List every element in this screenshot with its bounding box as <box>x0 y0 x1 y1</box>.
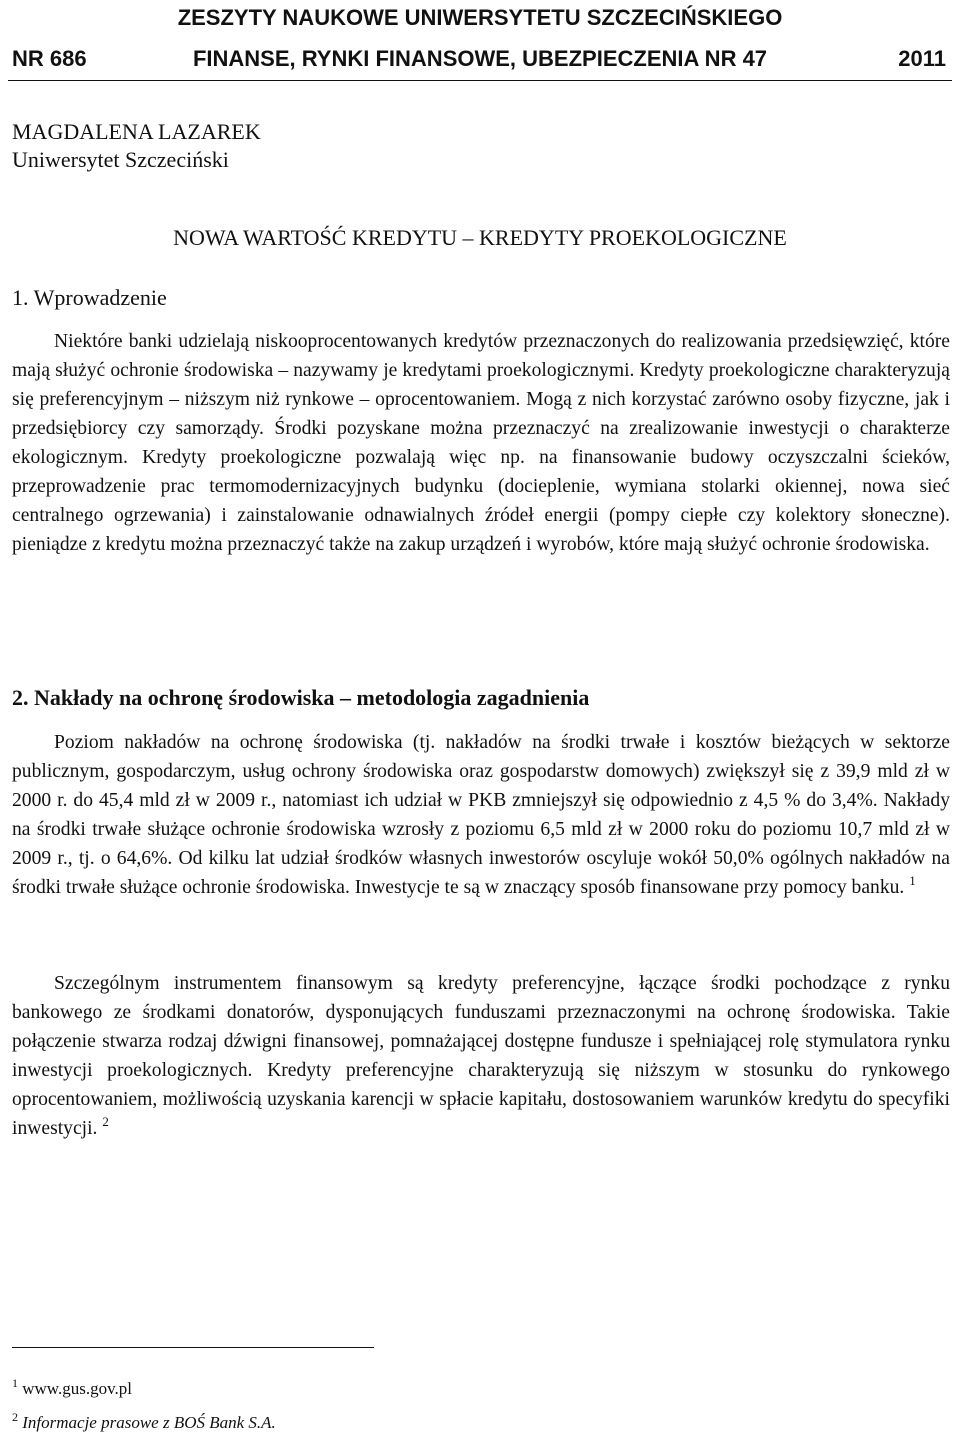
section-1-text: Niektóre banki udzielają niskooprocentowanych kredytów przeznaczonych do realizowania przedsięwzięć, które mają służyć ochronie środowiska – nazywamy je kredytami proekologicznymi. Kredyty proekologiczne charakteryzują się preferencyjnym – niższym niż rynkowe – oprocentowaniem. Mogą z nich korzystać zarówno osoby fizyczne, jak i przedsiębiorcy czy samorządy. Środki pozyskane można przeznaczyć na zrealizowanie inwestycji o charakterze ekologicznym. Kredyty proekologiczne pozwalają więc np. na finansowanie budowy oczyszczalni ścieków, przeprowadzenie prac termomodernizacyjnych budynku (docieplenie, wymiana stolarki okiennej, nowa sieć centralnego ogrzewania) i zainstalowanie odnawialnych źródeł energii (pompy ciepłe czy kolektory słoneczne). pieniądze z kredytu można przeznaczyć także na zakup urządzeń i wyrobów, które mają służyć ochronie środowiska. <box>12 331 950 555</box>
section-2-text-1: Poziom nakładów na ochronę środowiska (tj. nakładów na środki trwałe i kosztów bieżących w sektorze publicznym, gospodarczym, usług ochrony środowiska oraz gospodarstw domowych) zwiększył się z 39,9 mld zł w 2000 r. do 45,4 mld zł w 2009 r., natomiast ich udział w PKB zmniejszył się odpowiednio z 4,5 % do 3,4%. Nakłady na środki trwałe służące ochronie środowiska wzrosły z poziomu 6,5 mld zł w 2000 roku do poziomu 10,7 mld zł w 2009 r., tj. o 64,6%. Od kilku lat udział środków własnych inwestorów oscyluje wokół 50,0% ogólnych nakładów na środki trwałe służące ochronie środowiska. Inwestycje te są w znaczący sposób finansowane przy pomocy banku. <box>12 732 950 898</box>
section-1-paragraph <box>12 327 950 559</box>
header-divider <box>8 80 952 81</box>
section-2-heading: 2. Nakłady na ochronę środowiska – metodologia zagadnienia <box>12 685 590 710</box>
section-2-paragraph-1 <box>12 728 950 902</box>
footnote-1 <box>12 1378 132 1400</box>
series-name: FINANSE, RYNKI FINANSOWE, UBEZPIECZENIA NR 47 <box>192 46 768 71</box>
footnote-2 <box>12 1412 276 1434</box>
footnote-text: www.gus.gov.pl <box>22 1379 132 1398</box>
footnote-mark: 2 <box>12 1410 18 1424</box>
author-affiliation: Uniwersytet Szczeciński <box>12 147 229 172</box>
footnote-text: Informacje prasowe z BOŚ Bank S.A. <box>22 1413 276 1432</box>
issue-number: NR 686 <box>12 46 87 71</box>
footnote-mark: 1 <box>12 1376 18 1390</box>
footnote-divider <box>12 1347 374 1348</box>
journal-name: ZESZYTY NAUKOWE UNIWERSYTETU SZCZECIŃSKIEGO <box>177 5 783 30</box>
section-1-heading: 1. Wprowadzenie <box>12 285 167 310</box>
section-2-paragraph-2 <box>12 969 950 1143</box>
footnote-ref-1[interactable]: 1 <box>909 873 916 888</box>
author-name: MAGDALENA LAZAREK <box>12 119 261 144</box>
footnote-ref-2[interactable]: 2 <box>102 1114 109 1129</box>
article-title: NOWA WARTOŚĆ KREDYTU – KREDYTY PROEKOLOGICZNE <box>173 225 787 250</box>
section-2-text-2: Szczególnym instrumentem finansowym są kredyty preferencyjne, łączące środki pochodzące z rynku bankowego ze środkami donatorów, dysponujących funduszami przeznaczonymi na ochronę środowiska. Takie połączenie stwarza rodzaj dźwigni finansowej, pomnażającej dostępne fundusze i spełniającej rolę stymulatora rynku inwestycji proekologicznych. Kredyty preferencyjne charakteryzują się niższym w stosunku do rynkowego oprocentowaniem, możliwością uzyskania karencji w spłacie kapitału, dostosowaniem warunków kredytu do specyfiki inwestycji. <box>12 973 950 1139</box>
issue-year: 2011 <box>898 46 946 71</box>
issue-line <box>12 44 948 74</box>
